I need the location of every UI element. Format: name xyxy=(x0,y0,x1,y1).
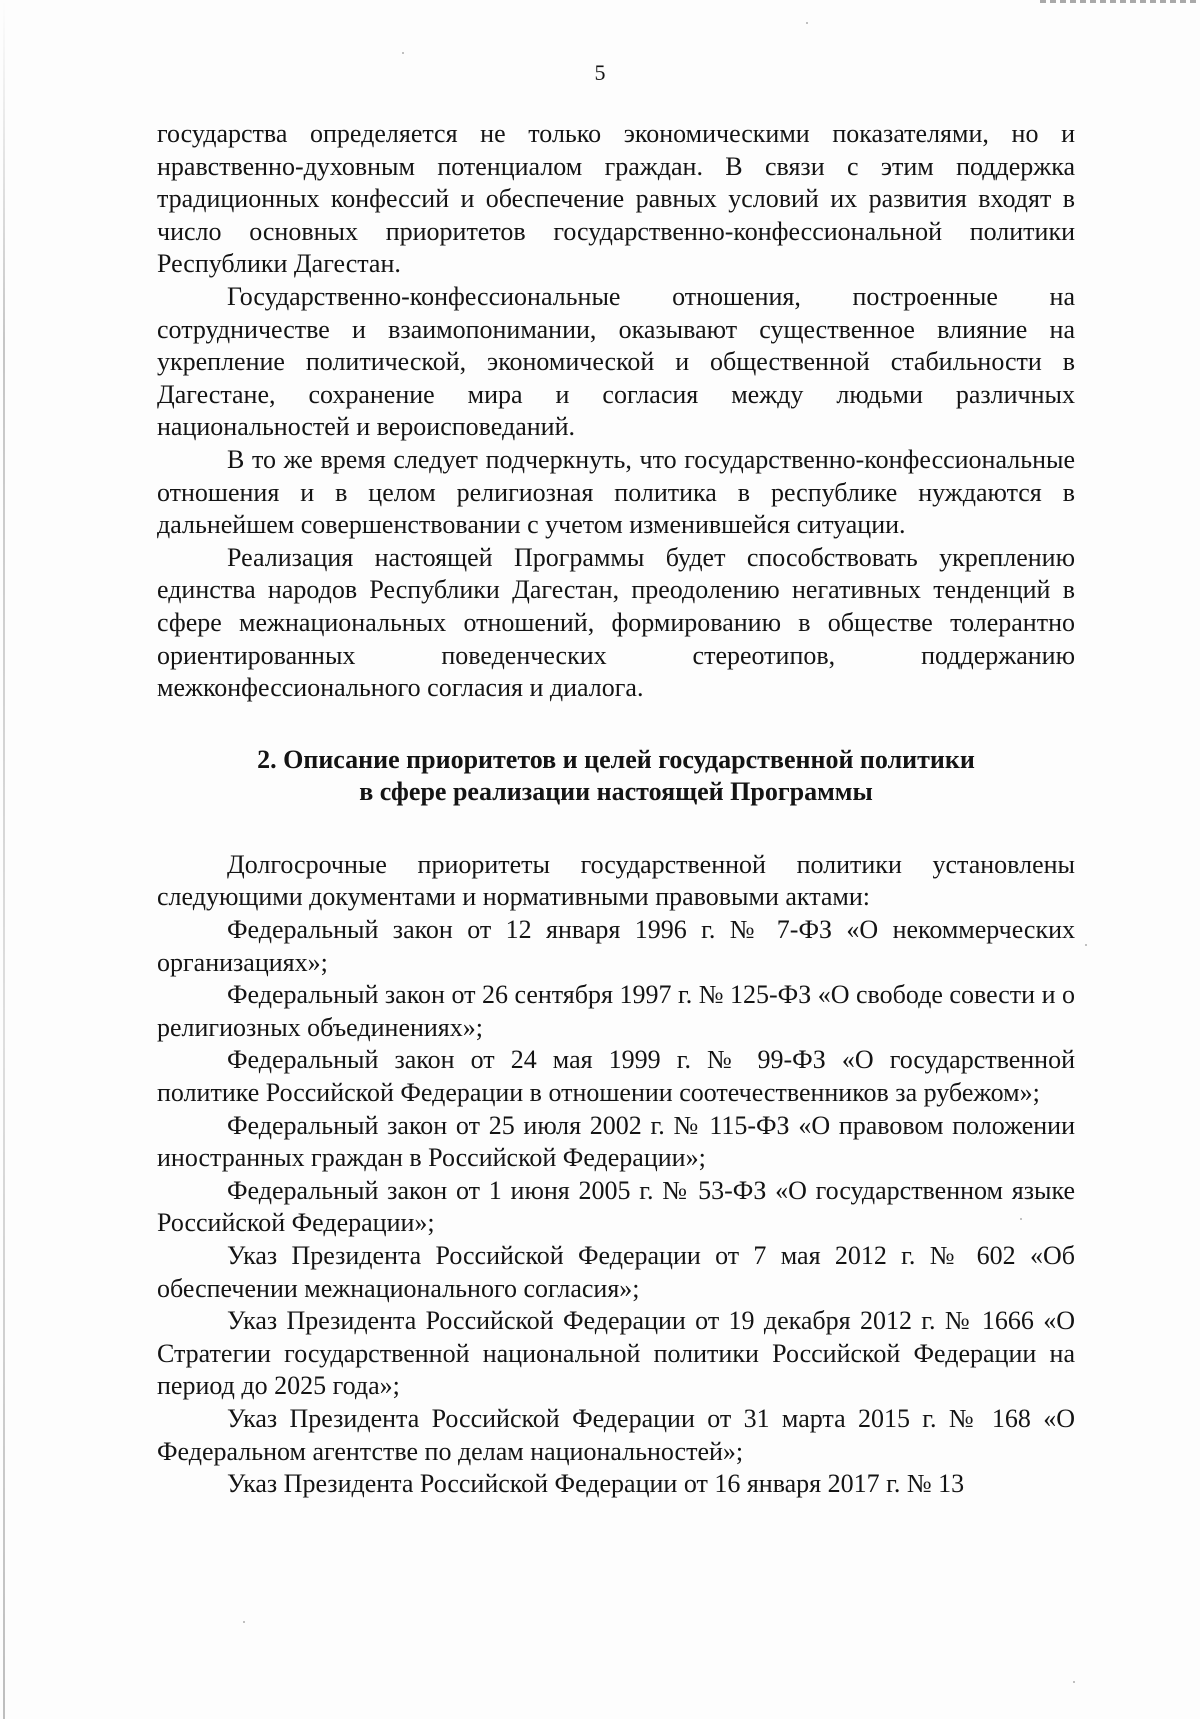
paragraph: государства определяется не только экономическими показателями, но и нравственно-духовным потенциалом граждан. В связи с этим поддержка традиционных конфессий и обеспечение равных условий их развития входят в число основных приоритетов государственно-конфессиональной политики Республики Дагестан. xyxy=(157,119,1075,279)
legal-act-item: Федеральный закон от 24 мая 1999 г. № 99-ФЗ «О государственной политике Российской Федерации в отношении соотечественников за рубежом»; xyxy=(157,1045,1075,1108)
scan-speck xyxy=(243,1621,245,1623)
section-heading-line-2: в сфере реализации настоящей Программы xyxy=(359,777,873,807)
legal-act-item: Федеральный закон от 12 января 1996 г. № 7-ФЗ «О некоммерческих организациях»; xyxy=(157,915,1075,977)
scan-speck xyxy=(1073,1681,1075,1683)
legal-act-item: Указ Президента Российской Федерации от 31 марта 2015 г. № 168 «О Федеральном агентстве по делам национальностей»; xyxy=(157,1403,1075,1466)
section-heading-line-1: 2. Описание приоритетов и целей государственной политики xyxy=(257,744,975,774)
scan-edge-top xyxy=(1040,0,1200,3)
scan-speck xyxy=(402,52,404,54)
legal-act-item: Указ Президента Российской Федерации от 19 декабря 2012 г. № 1666 «О Стратегии государственной национальной политики Российской Федерации на период до 2025 года»; xyxy=(157,1306,1075,1401)
paragraph: Государственно-конфессиональные отношения, построенные на сотрудничестве и взаимопонимании, оказывают существенное влияние на укрепление политической, экономической и общественной стабильности в Дагестане, сохранение мира и согласия между людьми различных национальностей и вероисповеданий. xyxy=(157,281,1075,442)
paragraph: Реализация настоящей Программы будет способствовать укреплению единства народов Республики Дагестан, преодолению негативных тенденций в сфере межнациональных отношений, формированию в обществе толерантно ориентированных поведенческих стереотипов, поддержанию межконфессионального согласия и диалога. xyxy=(157,542,1075,703)
paragraph: В то же время следует подчеркнуть, что государственно-конфессиональные отношения и в целом религиозная политика в республике нуждаются в дальнейшем совершенствовании с учетом изменившейся ситуации. xyxy=(157,444,1075,540)
legal-act-item: Федеральный закон от 25 июля 2002 г. № 115-ФЗ «О правовом положении иностранных граждан в Российской Федерации»; xyxy=(157,1110,1075,1173)
page-number: 5 xyxy=(594,60,606,85)
legal-act-item: Федеральный закон от 1 июня 2005 г. № 53-ФЗ «О государственном языке Российской Федерации»; xyxy=(157,1175,1075,1238)
priorities-section xyxy=(157,849,1075,1501)
intro-section xyxy=(157,118,1075,705)
paragraph: Долгосрочные приоритеты государственной политики установлены следующими документами и нормативными правовыми актами: xyxy=(157,849,1075,912)
legal-act-item: Федеральный закон от 26 сентября 1997 г. № 125-ФЗ «О свободе совести и о религиозных объединениях»; xyxy=(157,980,1075,1042)
legal-act-item: Указ Президента Российской Федерации от 7 мая 2012 г. № 602 «Об обеспечении межнационального согласия»; xyxy=(157,1241,1075,1303)
legal-act-item: Указ Президента Российской Федерации от 16 января 2017 г. № 13 xyxy=(227,1469,965,1499)
scan-edge-left xyxy=(3,0,5,1719)
document-body xyxy=(157,118,1075,1501)
section-heading xyxy=(157,744,1075,809)
scan-speck xyxy=(1085,944,1087,946)
scan-speck xyxy=(806,22,808,24)
